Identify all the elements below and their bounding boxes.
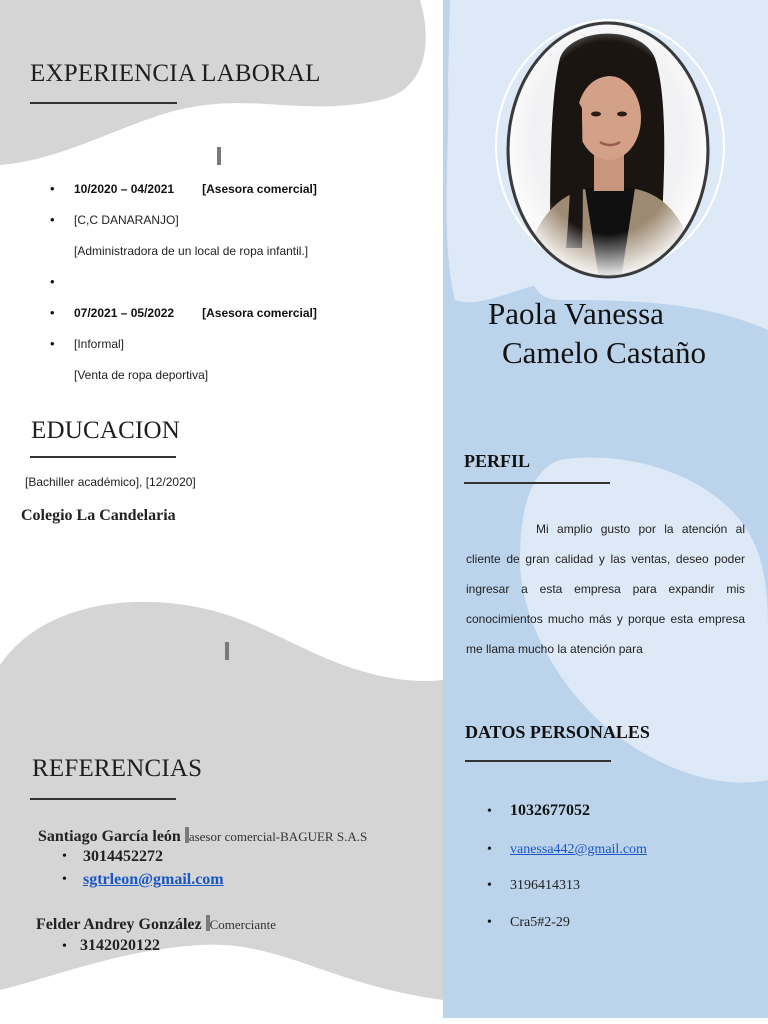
experience-2-role: [Asesora comercial] [202, 306, 317, 320]
experience-entry-2-company-item [52, 335, 412, 366]
profile-text: Mi amplio gusto por la atención al cliente de gran calidad y las ventas, deseo poder ingresar a esta empresa para expandir mis conocimientos mucho más y porque esta empresa me llama mucho la atención para [466, 522, 745, 656]
reference-1-email-bullet: • [62, 872, 67, 887]
experience-entry-2-header [52, 304, 412, 335]
experience-1-role: [Asesora comercial] [202, 182, 317, 196]
phone-number: 3196414313 [510, 878, 580, 893]
education-title: EDUCACION [31, 417, 181, 444]
reference-2-name: Felder Andrey González [36, 916, 202, 933]
reference-1-phone-bullet: • [62, 849, 67, 864]
experience-entry-1-company-item [52, 211, 412, 242]
references-underline [30, 798, 176, 800]
experience-entry-1-description-item [52, 242, 412, 273]
phone-bullet: • [487, 878, 492, 893]
education-underline [30, 456, 176, 458]
address-bullet: • [487, 915, 492, 930]
experience-entry-1-header [52, 180, 412, 211]
address: Cra5#2-29 [510, 915, 570, 930]
education-school: Colegio La Candelaria [21, 507, 176, 524]
experience-empty-item [52, 273, 412, 304]
reference-1-phone: 3014452272 [83, 848, 163, 865]
text-cursor-marker-2 [225, 642, 229, 660]
education-degree: [Bachiller académico], [12/2020] [25, 475, 196, 489]
personal-data-underline [465, 760, 611, 762]
id-number: 1032677052 [510, 802, 590, 819]
personal-data-title: DATOS PERSONALES [465, 722, 650, 742]
experience-1-description: [Administradora de un local de ropa infantil.] [74, 244, 309, 258]
experience-2-dates: 07/2021 – 05/2022 [74, 306, 175, 320]
profile-title: PERFIL [464, 451, 531, 471]
profile-text-block [466, 514, 745, 664]
profile-underline [464, 482, 610, 484]
id-bullet: • [487, 804, 492, 819]
experience-2-description: [Venta de ropa deportiva] [74, 368, 209, 382]
reference-1-role: asesor comercial-BAGUER S.A.S [188, 829, 368, 844]
experience-1-dates: 10/2020 – 04/2021 [74, 182, 175, 196]
experience-underline [30, 102, 177, 104]
experience-2-company: • [Informal] [74, 337, 125, 351]
experience-entry-2-description-item [52, 366, 412, 397]
text-cursor-marker [217, 147, 221, 165]
reference-1-name: Santiago García león [38, 828, 181, 845]
experience-1-company: • [C,C DANARANJO] [74, 213, 179, 227]
profile-photo [490, 18, 730, 286]
name-line-2: Camelo Castaño [502, 335, 707, 370]
references-title: REFERENCIAS [32, 755, 203, 782]
reference-2-phone-bullet: • [62, 939, 67, 954]
name-line-1: Paola Vanessa [488, 296, 664, 331]
reference-2-phone: 3142020122 [80, 937, 160, 954]
reference-2-role: Comerciante [209, 917, 277, 932]
reference-1-email-link[interactable]: sgtrleon@gmail.com [83, 871, 224, 888]
experience-title: EXPERIENCIA LABORAL [30, 60, 321, 87]
email-bullet: • [487, 842, 492, 857]
reference-1 [38, 827, 367, 846]
email-link[interactable]: vanessa442@gmail.com [510, 842, 647, 857]
reference-2 [36, 915, 276, 934]
experience-list [52, 180, 412, 397]
